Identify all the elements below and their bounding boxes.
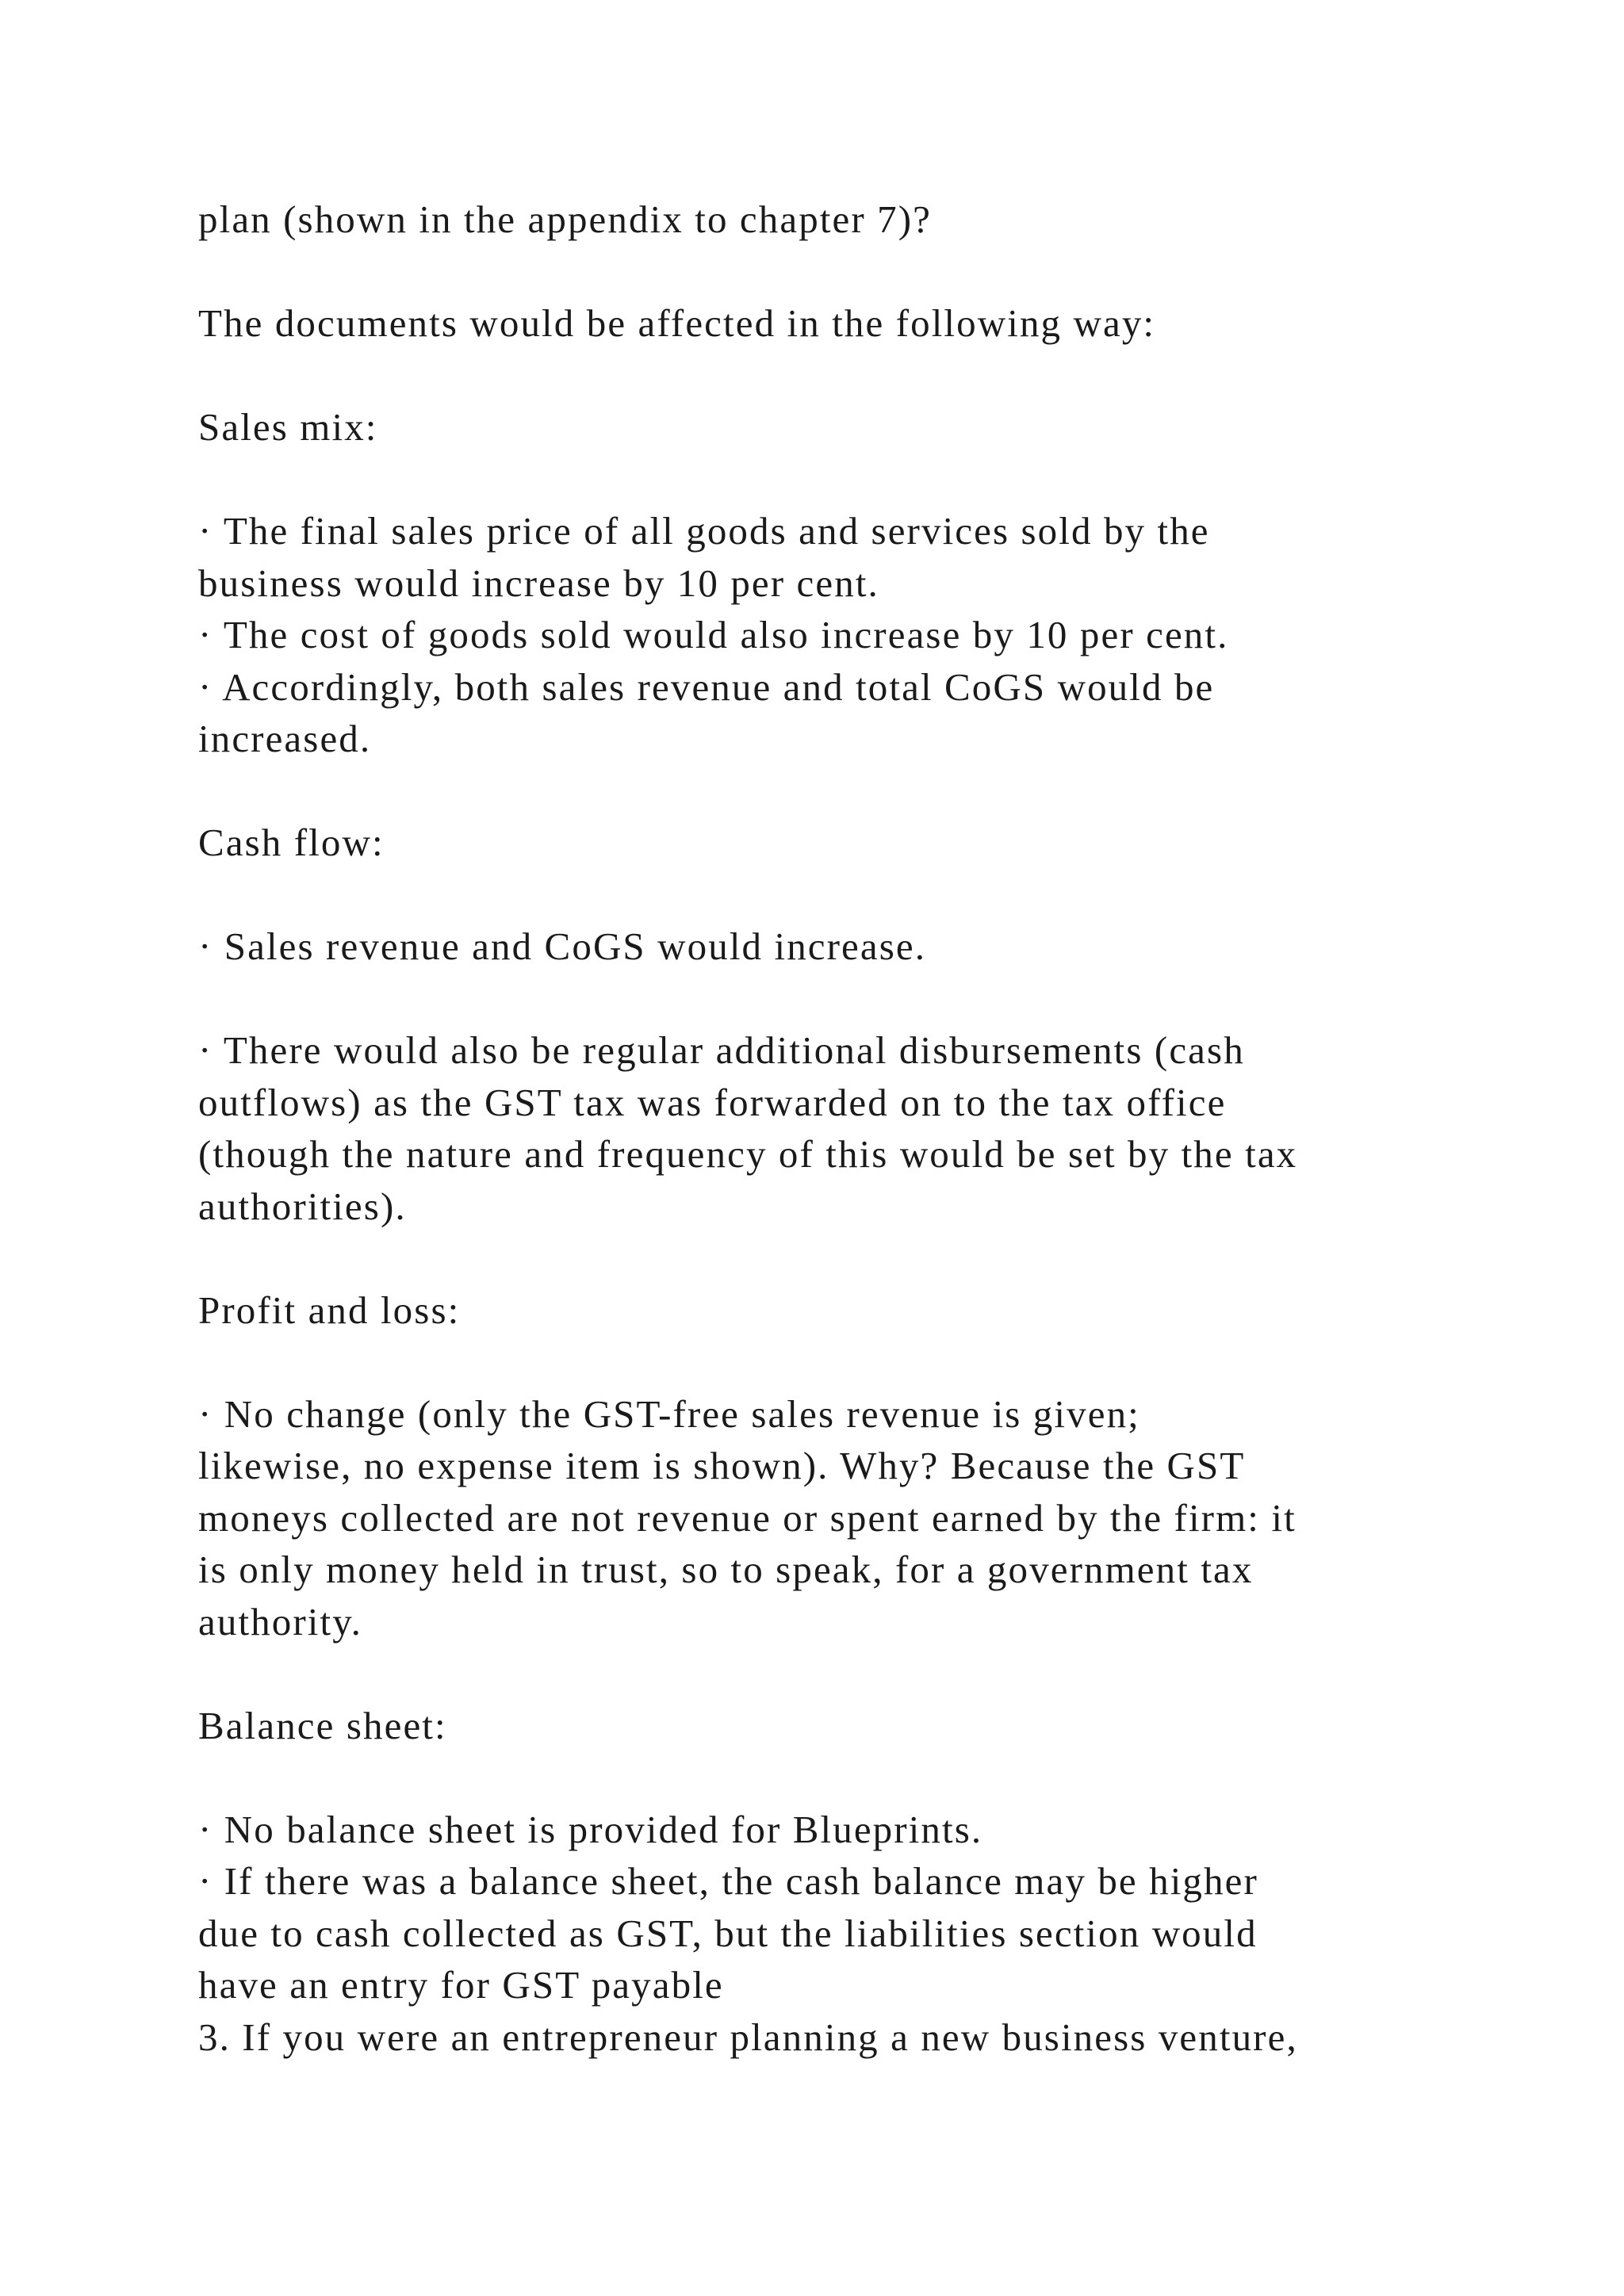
blank-line: [198, 350, 1530, 402]
section-heading-balance-sheet: Balance sheet:: [198, 1703, 447, 1747]
section-heading-profit-and-loss: Profit and loss:: [198, 1288, 461, 1332]
blank-line: [198, 973, 1530, 1025]
text-line: is only money held in trust, so to speak, for a government tax: [198, 1548, 1254, 1591]
blank-line: [198, 1232, 1530, 1284]
text-line: authorities).: [198, 1184, 407, 1228]
text-line: increased.: [198, 717, 372, 760]
text-line: have an entry for GST payable: [198, 1963, 724, 2007]
text-line: The documents would be affected in the following way:: [198, 301, 1156, 345]
blank-line: [198, 453, 1530, 506]
numbered-question-line: 3. If you were an entrepreneur planning a new business venture,: [198, 2015, 1298, 2059]
text-line: (though the nature and frequency of this would be set by the tax: [198, 1132, 1298, 1176]
bullet-line: · The cost of goods sold would also increase by 10 per cent.: [198, 613, 1229, 656]
blank-line: [198, 1751, 1530, 1804]
bullet-line: · Accordingly, both sales revenue and total CoGS would be: [198, 664, 1215, 709]
bullet-line: · No balance sheet is provided for Blueprints.: [198, 1807, 983, 1851]
bullet-line: · There would also be regular additional disbursements (cash: [198, 1028, 1245, 1072]
blank-line: [198, 765, 1530, 817]
blank-line: [198, 1647, 1530, 1700]
text-line: moneys collected are not revenue or spent earned by the firm: it: [198, 1495, 1297, 1540]
bullet-line: · If there was a balance sheet, the cash balance may be higher: [198, 1859, 1258, 1903]
bullet-line: · The final sales price of all goods and services sold by the: [198, 509, 1210, 553]
text-line: likewise, no expense item is shown). Why? Because the GST: [198, 1444, 1246, 1487]
bullet-line: · Sales revenue and CoGS would increase.: [198, 924, 927, 968]
blank-line: [198, 246, 1530, 298]
text-line: due to cash collected as GST, but the liabilities section would: [198, 1911, 1258, 1955]
bullet-line: · No change (only the GST-free sales revenue is given;: [198, 1391, 1140, 1436]
blank-line: [198, 1336, 1530, 1388]
section-heading-sales-mix: Sales mix:: [198, 405, 378, 449]
text-line: outflows) as the GST tax was forwarded on to the tax office: [198, 1080, 1227, 1124]
text-line: business would increase by 10 per cent.: [198, 561, 879, 605]
text-line: authority.: [198, 1599, 362, 1644]
document-body: [198, 193, 1530, 2063]
blank-line: [198, 869, 1530, 921]
section-heading-cash-flow: Cash flow:: [198, 821, 385, 864]
text-line: plan (shown in the appendix to chapter 7)?: [198, 197, 933, 241]
